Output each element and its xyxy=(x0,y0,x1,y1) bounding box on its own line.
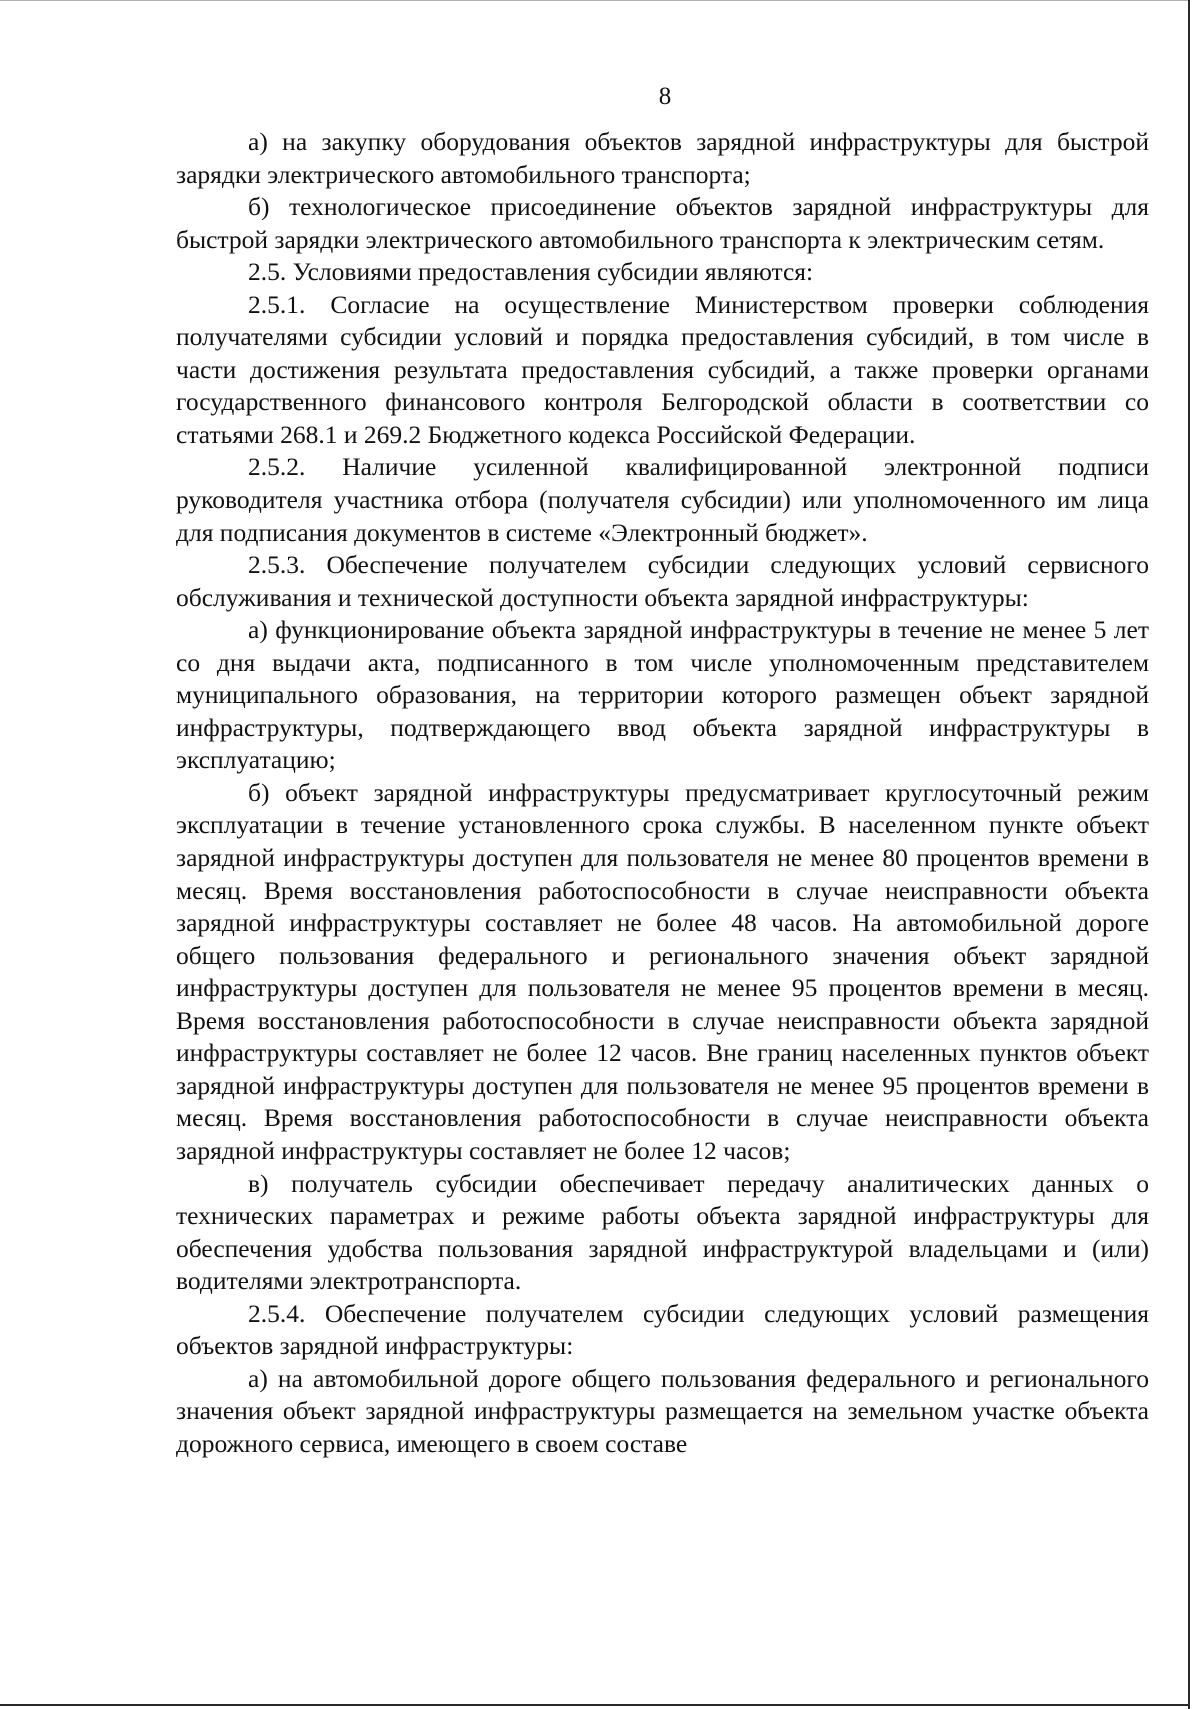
paragraph-b-availability: б) объект зарядной инфраструктуры предусматривает круглосуточный режим эксплуатации в течение установленного срока службы. В населенном пункте объект зарядной инфраструктуры доступен для пользователя не менее 80 процентов времени в месяц. Время восстановления работоспособности в случае неисправности объекта зарядной инфраструктуры составляет не более 48 часов. На автомобильной дороге общего пользования федерального и регионального значения объект зарядной инфраструктуры доступен для пользователя не менее 95 процентов времени в месяц. Время восстановления работоспособности в случае неисправности объекта зарядной инфраструктуры составляет не более 12 часов. Вне границ населенных пунктов объект зарядной инфраструктуры доступен для пользователя не менее 95 процентов времени в месяц. Время восстановления работоспособности в случае неисправности объекта зарядной инфраструктуры составляет не более 12 часов; xyxy=(176,777,1149,1165)
paragraph-b-grid-connection: б) технологическое присоединение объектов зарядной инфраструктуры для быстрой зарядки электрического автомобильного транспорта к электрическим сетям. xyxy=(176,192,1149,254)
scan-edge-top xyxy=(0,0,1190,1)
page-number: 8 xyxy=(658,83,672,110)
paragraph-2-5-3-service: 2.5.3. Обеспечение получателем субсидии следующих условий сервисного обслуживания и технической доступности объекта зарядной инфраструктуры: xyxy=(176,550,1149,612)
paragraph-a-operation-term: а) функционирование объекта зарядной инфраструктуры в течение не менее 5 лет со дня выдачи акта, подписанного в том числе уполномоченным представителем муниципального образования, на территории которого размещен объект зарядной инфраструктуры, подтверждающего ввод объекта зарядной инфраструктуры в эксплуатацию; xyxy=(176,615,1149,775)
document-body xyxy=(176,126,1149,1460)
scan-edge-bottom xyxy=(0,1704,1190,1706)
paragraph-2-5-2-signature: 2.5.2. Наличие усиленной квалифицированной электронной подписи руководителя участника отбора (получателя субсидии) или уполномоченного им лица для подписания документов в системе «Электронный бюджет». xyxy=(176,452,1149,547)
paragraph-a-road-placement: а) на автомобильной дороге общего пользования федерального и регионального значения объект зарядной инфраструктуры размещается на земельном участке объекта дорожного сервиса, имеющего в своем составе xyxy=(176,1363,1149,1458)
scan-edge-right xyxy=(1188,0,1190,1709)
paragraph-v-data-transfer: в) получатель субсидии обеспечивает передачу аналитических данных о технических параметрах и режиме работы объекта зарядной инфраструктуры для обеспечения удобства пользования зарядной инфраструктурой владельцами и (или) водителями электротранспорта. xyxy=(176,1168,1149,1296)
paragraph-2-5-4-placement: 2.5.4. Обеспечение получателем субсидии следующих условий размещения объектов зарядной инфраструктуры: xyxy=(176,1298,1149,1361)
paragraph-2-5-conditions: 2.5. Условиями предоставления субсидии являются: xyxy=(248,257,814,287)
paragraph-2-5-1-consent: 2.5.1. Согласие на осуществление Министерством проверки соблюдения получателями субсидии условий и порядка предоставления субсидий, в том числе в части достижения результата предоставления субсидий, а также проверки органами государственного финансового контроля Белгородской области в соответствии со статьями 268.1 и 269.2 Бюджетного кодекса Российской Федерации. xyxy=(176,289,1149,449)
paragraph-a-equipment-purchase: а) на закупку оборудования объектов зарядной инфраструктуры для быстрой зарядки электрического автомобильного транспорта; xyxy=(176,127,1149,189)
